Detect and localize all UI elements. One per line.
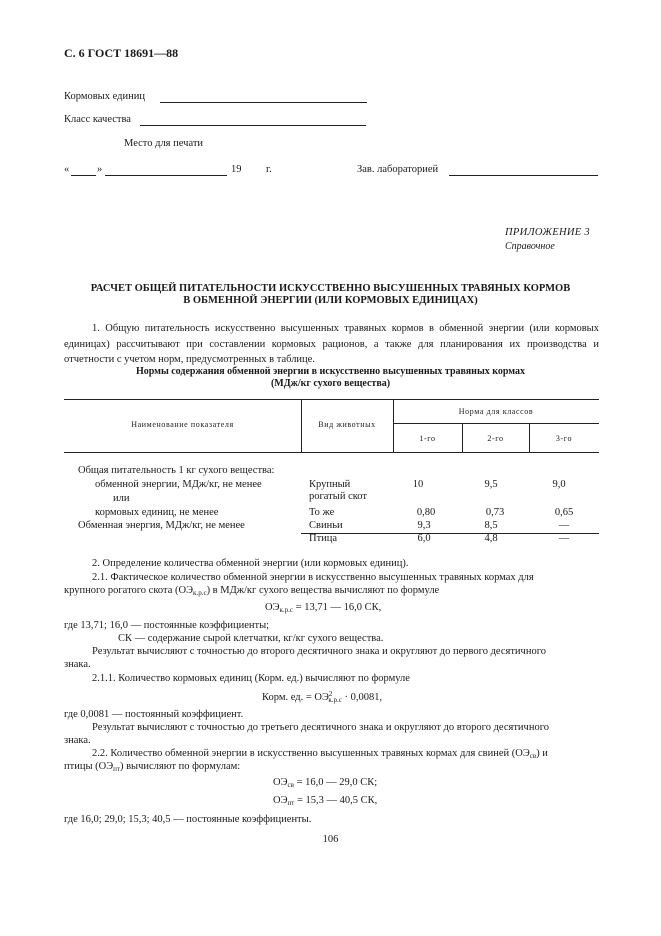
- result1-line1: Результат вычисляют с точностью до второго десятичного знака и округляют до первого десятичного: [92, 646, 546, 657]
- quality-class-field[interactable]: [140, 125, 366, 126]
- table-subtitle: (МДж/кг сухого вещества): [270, 378, 391, 389]
- seal-place-label: Место для печати: [124, 138, 204, 149]
- col-header-norm: Норма для классов: [458, 407, 534, 416]
- intro-paragraph: 1. Общую питательность искусственно высушенных травяных кормов в обменной энергии (или кормовых единицах) рассчитывают при составлении кормовых рационов, а также для планирования их производства и отчетности с учетом норм, предусмотренных в таблице.: [64, 323, 599, 365]
- row-poultry-class1: 6,0: [417, 533, 431, 544]
- row-pigs-class1: 9,3: [417, 520, 431, 531]
- row-metabolic-energy-label: обменной энергии, МДж/кг, не менее: [95, 479, 262, 490]
- feed-units-field[interactable]: [160, 102, 367, 103]
- feed-units-label: Кормовых единиц: [64, 91, 145, 102]
- page-number: 106: [322, 834, 339, 845]
- row-poultry-class3: —: [558, 533, 570, 544]
- row-pigs-animal: Свиньи: [309, 520, 343, 531]
- row-poultry-animal: Птица: [309, 533, 338, 544]
- col-header-indicator: Наименование показателя: [131, 420, 234, 429]
- formula-pigs-energy: $ОЭ_{св} = 16,0$ — 29,0 СК;: [273, 777, 378, 789]
- section-heading-line2: В ОБМЕННОЙ ЭНЕРГИИ (ИЛИ КОРМОВЫХ ЕДИНИЦАХ): [183, 295, 478, 306]
- result1-line2: знака.: [64, 659, 91, 670]
- table-header-rule: [64, 452, 599, 453]
- row-pigs-class3: —: [558, 520, 570, 531]
- col-header-animal: Вид животных: [318, 420, 376, 429]
- row-pigs-class2: 8,5: [484, 520, 498, 531]
- date-quote-close: »: [97, 164, 103, 175]
- table-class-rule: [393, 423, 599, 424]
- where-coefficients-1: где 13,71; 16,0 — постоянные коэффициенты;: [64, 620, 270, 631]
- p21-line2: крупного рогатого скота $(ОЭ_{к.р.с})$ в МДж/кг сухого вещества вычисляют по формуле: [64, 585, 440, 597]
- row-poultry-class2: 4,8: [484, 533, 498, 544]
- where-coefficients-3: где 16,0; 29,0; 15,3; 40,5 — постоянные коэффициенты.: [64, 814, 312, 825]
- table-top-rule: [64, 399, 599, 400]
- date-month-field[interactable]: [105, 175, 227, 176]
- row-total-nutrition-label: Общая питательность 1 кг сухого вещества:: [78, 465, 275, 476]
- table-title: Нормы содержания обменной энергии в искусственно высушенных травяных кормах: [135, 366, 526, 377]
- col-header-class3: 3-го: [555, 434, 573, 443]
- col-header-class1: 1-го: [419, 434, 436, 443]
- p21-line1: 2.1. Фактическое количество обменной энергии в искусственно высушенных травяных кормах для: [92, 572, 534, 583]
- row-cattle-class2: 9,5: [484, 479, 498, 490]
- page-header: С. 6 ГОСТ 18691—88: [64, 46, 179, 60]
- row-cattle-class3: 9,0: [552, 479, 566, 490]
- date-quote-open: «: [64, 164, 70, 175]
- row-feed-units-class3: 0,65: [554, 507, 574, 518]
- row-feed-units-class1: 0,80: [416, 507, 436, 518]
- row-exchange-energy-label: Обменная энергия, МДж/кг, не менее: [78, 520, 245, 531]
- lab-head-signature-field[interactable]: [449, 175, 598, 176]
- where-coefficient-2: где 0,0081 — постоянный коэффициент.: [64, 709, 244, 720]
- row-cattle-animal-line2: рогатый скот: [309, 491, 368, 502]
- formula-feed-units: Корм. ед. = $ОЭ^2_{к.р.с} \cdot 0,0081$,: [262, 690, 383, 704]
- result2-line1: Результат вычисляют с точностью до третьего десятичного знака и округляют до второго десятичного: [92, 722, 549, 733]
- year-suffix: г.: [266, 164, 272, 175]
- row-same-animal: То же: [309, 507, 335, 518]
- row-feed-units-class2: 0,73: [485, 507, 505, 518]
- row-or-label: или: [113, 493, 130, 504]
- date-day-field[interactable]: [71, 175, 96, 176]
- formula-poultry-energy: $ОЭ_{пт} = 15,3$ — 40,5 СК,: [273, 795, 378, 807]
- formula-cattle-energy: $ОЭ_{к.р.с} = 13,71$ — 16,0 СК,: [265, 602, 382, 614]
- quality-class-label: Класс качества: [64, 114, 131, 125]
- row-cattle-class1: 10: [412, 479, 424, 490]
- p22-line1: 2.2. Количество обменной энергии в искусственно высушенных травяных кормах для свиней $(ОЭ_{св})$ и: [92, 748, 548, 760]
- ck-definition: СК — содержание сырой клетчатки, кг/кг сухого вещества.: [118, 633, 384, 644]
- p22-line2: птицы $(ОЭ_{пт})$ вычисляют по формулам:: [64, 761, 241, 773]
- appendix-title: ПРИЛОЖЕНИЕ 3: [505, 227, 590, 238]
- section-heading-line1: РАСЧЕТ ОБЩЕЙ ПИТАТЕЛЬНОСТИ ИСКУССТВЕННО ВЫСУШЕННЫХ ТРАВЯНЫХ КОРМОВ: [90, 283, 571, 294]
- col-header-class2: 2-го: [487, 434, 504, 443]
- appendix-subtitle: Справочное: [505, 241, 555, 252]
- lab-head-label: Зав. лабораторией: [357, 164, 439, 175]
- row-cattle-animal-line1: Крупный: [309, 479, 351, 490]
- result2-line2: знака.: [64, 735, 91, 746]
- p211-text: 2.1.1. Количество кормовых единиц (Корм. ед.) вычисляют по формуле: [92, 673, 410, 684]
- year-prefix: 19: [231, 164, 242, 175]
- section2-heading: 2. Определение количества обменной энергии (или кормовых единиц).: [92, 558, 409, 569]
- row-feed-units-label: кормовых единиц, не менее: [95, 507, 219, 518]
